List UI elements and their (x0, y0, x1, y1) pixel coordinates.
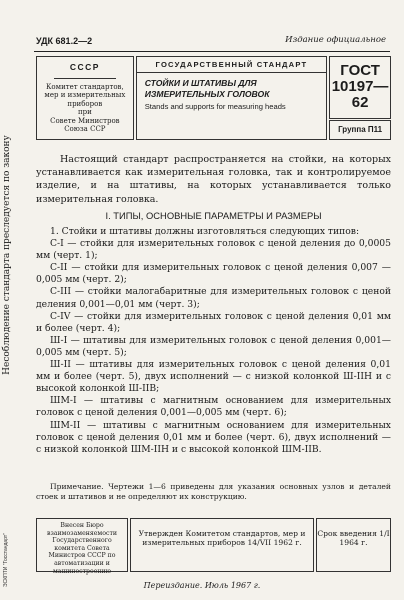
clause-list (36, 226, 391, 456)
clause: 1. Стойки и штативы должны изготовляться следующих типов: (50, 226, 360, 237)
clause: ШМ-I — штативы с магнитным основанием для измерительных головок с ценой деления 0,001—0,005 мм (черт. 6); (36, 395, 391, 419)
title-box (136, 56, 327, 140)
approved-by: Утвержден Комитетом стандартов, мер и измерительных приборов 14/VII 1962 г. (130, 518, 314, 572)
note-paragraph: Примечание. Чертежи 1—6 приведены для указания основных узлов и деталей стоек и штативов и не определяют их конструкцию. (36, 482, 391, 501)
org-line: Совете Министров (50, 116, 120, 125)
header-block (36, 56, 391, 140)
gost-number: 10197—62 (331, 78, 389, 111)
document-title: СТОЙКИ И ШТАТИВЫ ДЛЯ ИЗМЕРИТЕЛЬНЫХ ГОЛОВОК (144, 78, 270, 99)
top-rule (34, 51, 390, 52)
clause: Ш-I — штативы для измерительных головок с ценой деления 0,001—0,005 мм (черт. 5); (36, 334, 391, 358)
side-imprint-text: ЭСКПТИ "Госстандарт" (3, 533, 9, 587)
reprint-note: Переиздание. Июль 1967 г. (143, 581, 261, 590)
gost-box (329, 56, 391, 119)
clause: ШМ-II — штативы с магнитным основанием для измерительных головок с ценой деления 0,01 мм и более (черт. 6), двух исполнений — с низкой колонкой ШМ-IIН и с высокой колонкой ШМ-IIВ. (36, 419, 391, 455)
org-line: при (77, 108, 92, 116)
group-label: Группа П11 (329, 120, 391, 140)
standard-type: ГОСУДАРСТВЕННЫЙ СТАНДАРТ (137, 57, 326, 73)
introduced-by: Внесен Бюро взаимозаменяемости Государственного комитета Совета Министров СССР по автоматизации и машиностроению (36, 518, 128, 572)
gost-label: ГОСТ (340, 62, 380, 79)
document-title-english: Stands and supports for measuring heads (144, 102, 286, 111)
clause: С-IV — стойки для измерительных головок с ценой деления 0,01 мм и более (черт. 4); (36, 310, 391, 334)
clause: Ш-II — штативы для измерительных головок с ценой деления 0,01 мм и более (черт. 5), двух исполнений — с низкой колонкой Ш-IIН и с высокой колонкой Ш-IIВ; (36, 359, 391, 395)
org-line: мер и измерительных (44, 91, 126, 99)
intro-paragraph: Настоящий стандарт распространяется на стойки, на которых устанавливается как измерительная головка, так и контролируемое изделие, и на штативы, на которых устанавливается только измерительная головка. (36, 154, 391, 205)
org-line: Комитет стандартов, (46, 82, 124, 91)
side-imprint (3, 533, 14, 587)
clause: С-II — стойки для измерительных головок с ценой деления 0,007 — 0,005 мм (черт. 2); (36, 262, 391, 286)
side-legal-note (2, 135, 17, 375)
organization-box (36, 56, 134, 140)
udk-code: УДК 681.2—2 (36, 36, 93, 46)
footer-block (36, 518, 391, 575)
org-line: Союза ССР (64, 125, 106, 133)
org-divider (54, 78, 116, 79)
edition-label: Издание официальное (285, 35, 386, 45)
org-line: приборов (67, 99, 103, 108)
org-ussr: СССР (69, 62, 100, 72)
clause: С-III — стойки малогабаритные для измерительных головок с ценой деления 0,001—0,01 мм (черт. 3); (36, 286, 391, 310)
gost-column (329, 56, 391, 140)
clause: С-I — стойки для измерительных головок с ценой деления до 0,0005 мм (черт. 1); (36, 238, 391, 262)
section-title: I. ТИПЫ, ОСНОВНЫЕ ПАРАМЕТРЫ И РАЗМЕРЫ (105, 210, 322, 221)
effective-date: Срок введения 1/I 1964 г. (316, 518, 391, 572)
side-legal-text: Несоблюдение стандарта преследуется по закону (2, 135, 12, 375)
